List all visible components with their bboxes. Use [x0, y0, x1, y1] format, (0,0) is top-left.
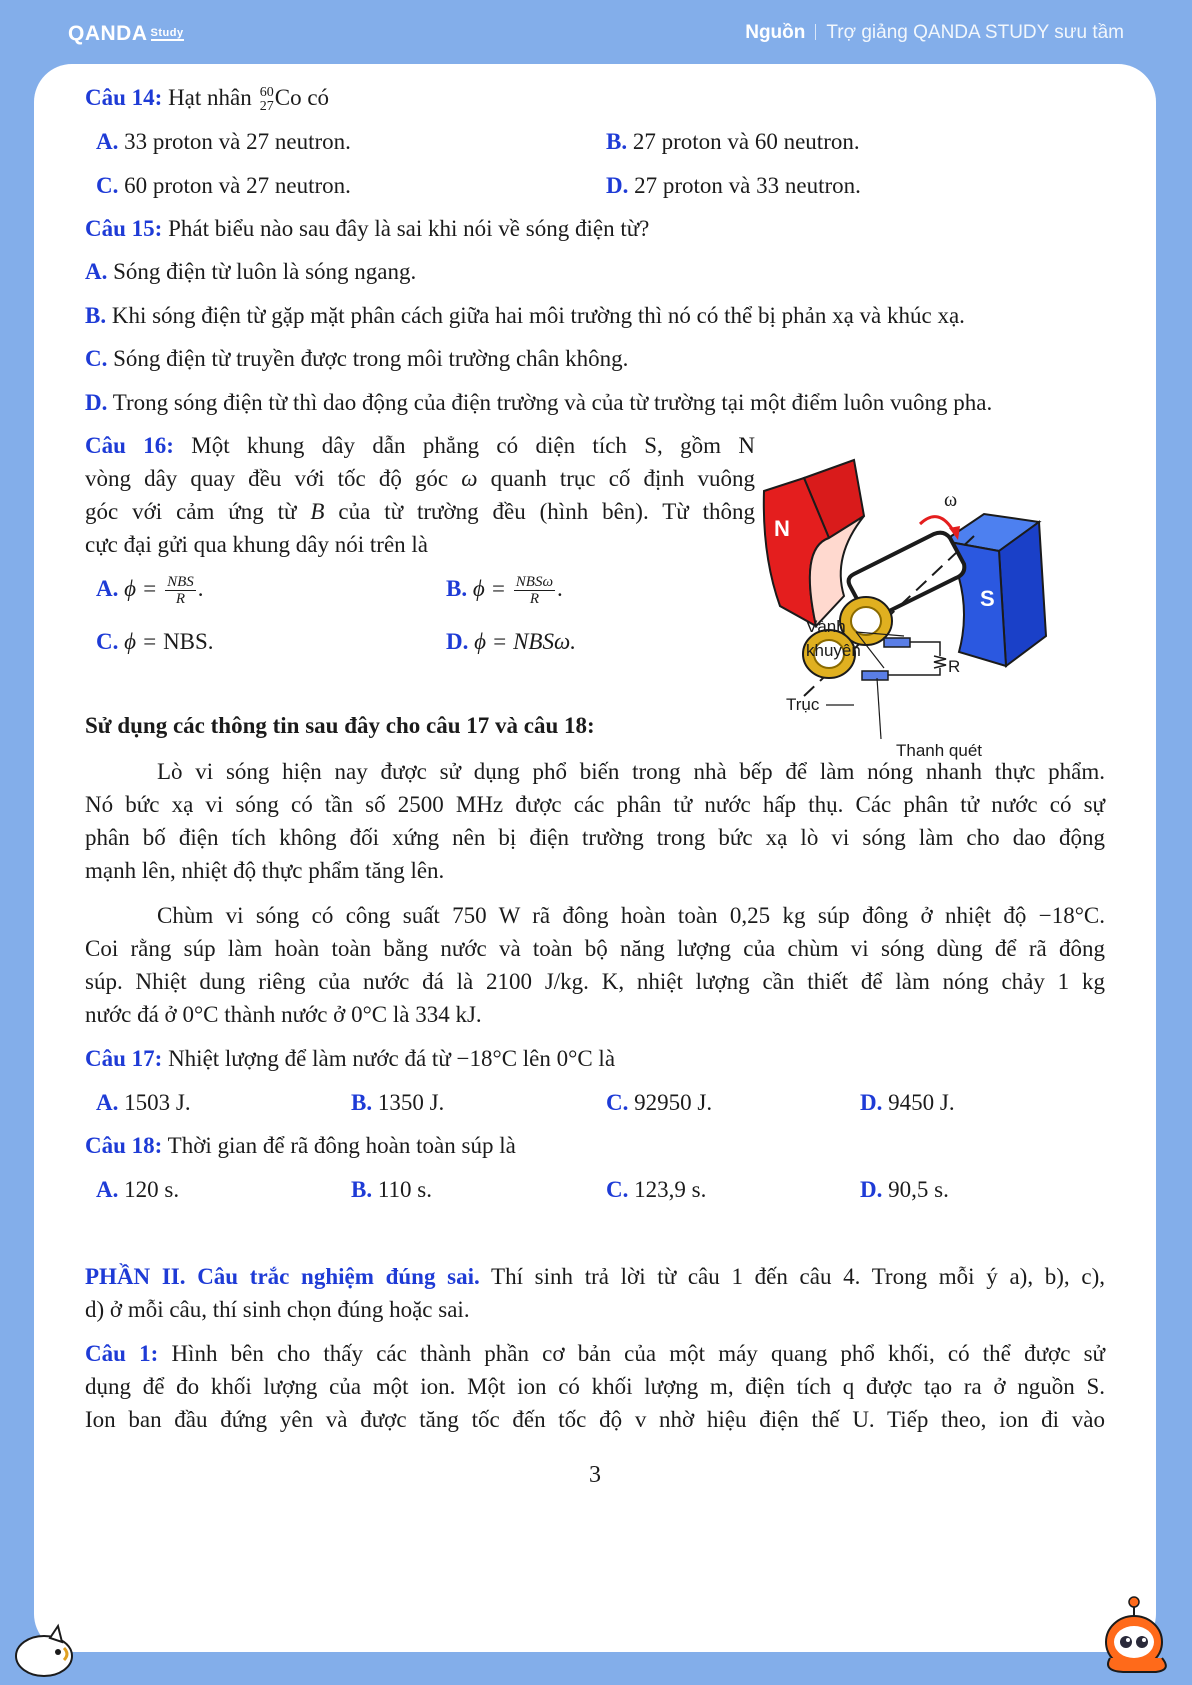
q15-option-d: D. Trong sóng điện từ thì dao động của điện trường và của từ trường tại một điểm luôn vuông pha.: [85, 390, 993, 415]
p1-line-1: Lò vi sóng hiện nay được sử dụng phổ biến trong nhà bếp để làm nóng nhanh thực phẩm.: [157, 759, 1105, 784]
svg-text:N: N: [774, 516, 790, 541]
rotation-arrow-icon: [920, 517, 954, 532]
q16-option-b: B. ϕ = $\frac{\text{NBSω}}{R}$ .: [446, 574, 563, 608]
q16-line-3: góc với cảm ứng từ B của từ trường đều (hình bên). Từ thông: [85, 499, 756, 524]
q17-option-b: B. 1350 J.: [351, 1090, 445, 1115]
generator-figure: [744, 456, 1144, 776]
svg-text:S: S: [980, 586, 995, 611]
part2-line-1: PHẦN II. Câu trắc nghiệm đúng sai. Thí sinh trả lời từ câu 1 đến câu 4. Trong mỗi ý a), b), c),: [85, 1264, 1105, 1289]
q15-option-a: A. Sóng điện từ luôn là sóng ngang.: [85, 259, 417, 284]
magnet-n: [764, 460, 864, 626]
q17-option-c: C. 92950 J.: [606, 1090, 713, 1115]
q18-option-c: C. 123,9 s.: [606, 1177, 707, 1202]
p1-line-3: phân bố điện tích không đối xứng nên bị điện trường trong bức xạ lò vi sóng làm cho dao động: [85, 825, 1105, 850]
q15-option-c: C. Sóng điện từ truyền được trong môi trường chân không.: [85, 346, 629, 371]
q18-option-d: D. 90,5 s.: [860, 1177, 949, 1202]
isotope-notation: 60 27: [259, 84, 274, 114]
top-bar: [0, 0, 1192, 64]
q17-option-d: D. 9450 J.: [860, 1090, 955, 1115]
q14-option-a: A. 33 proton và 27 neutron.: [96, 129, 351, 154]
q18-option-a: A. 120 s.: [96, 1177, 180, 1202]
c1-line-1: Câu 1: Hình bên cho thấy các thành phần cơ bản của một máy quang phổ khối, có thể được sử: [85, 1341, 1106, 1366]
q14-option-d: D. 27 proton và 33 neutron.: [606, 173, 861, 198]
resistor-icon: [934, 656, 946, 668]
svg-text:Trục: Trục: [786, 695, 820, 714]
svg-text:R: R: [948, 657, 961, 676]
q16-option-c: C. ϕ = NBS.: [96, 629, 214, 654]
brush-2: [862, 671, 888, 680]
part2-line-2: d) ở mỗi câu, thí sinh chọn đúng hoặc sai.: [85, 1297, 470, 1322]
svg-text:Vành: Vành: [806, 617, 846, 636]
page-number: 3: [589, 1462, 601, 1488]
q17-option-a: A. 1503 J.: [96, 1090, 191, 1115]
q16-option-d: D. ϕ = NBSω.: [446, 629, 576, 654]
svg-text:khuyên: khuyên: [806, 641, 861, 660]
c1-line-3: Ion ban đầu đứng yên và được tăng tốc đến tốc độ v nhờ hiệu điện thế U. Tiếp theo, ion đi vào: [85, 1407, 1105, 1432]
robot-mascot-icon: [1096, 1596, 1176, 1680]
q17-stem: Câu 17: Nhiệt lượng để làm nước đá từ −18°C lên 0°C là: [85, 1046, 616, 1071]
magnet-s: [944, 514, 1046, 666]
page-sheet: [34, 64, 1156, 1652]
cat-mascot-icon: [14, 1620, 78, 1678]
p2-line-2: Coi rằng súp làm hoàn toàn bằng nước và toàn bộ năng lượng của chùm vi sóng dùng để rã đông: [85, 936, 1105, 961]
p1-line-2: Nó bức xạ vi sóng có tần số 2500 MHz được các phân tử nước hấp thụ. Các phân tử nước có sự: [85, 792, 1105, 817]
q14-option-c: C. 60 proton và 27 neutron.: [96, 173, 351, 198]
svg-text:Thanh quét: Thanh quét: [896, 741, 983, 760]
source-note: Nguồn Trợ giảng QANDA STUDY sưu tầm: [745, 22, 1124, 43]
p2-line-1: Chùm vi sóng có công suất 750 W rã đông hoàn toàn 0,25 kg súp đông ở nhiệt độ −18°C.: [157, 903, 1105, 928]
c1-line-2: dụng để đo khối lượng của một ion. Một ion có khối lượng m, điện tích q được tạo ra ở nguồn S.: [85, 1374, 1105, 1399]
p2-line-4: nước đá ở 0°C thành nước ở 0°C là 334 kJ.: [85, 1002, 482, 1027]
q16-line-2: vòng dây quay đều với tốc độ góc ω quanh trục cố định vuông: [85, 466, 755, 491]
q18-option-b: B. 110 s.: [351, 1177, 432, 1202]
q14-option-b: B. 27 proton và 60 neutron.: [606, 129, 860, 154]
q18-stem: Câu 18: Thời gian để rã đông hoàn toàn súp là: [85, 1133, 516, 1158]
p1-line-4: mạnh lên, nhiệt độ thực phẩm tăng lên.: [85, 858, 445, 883]
q14-stem: Câu 14: Hạt nhân 60 27 Co có: [85, 84, 330, 114]
q16-option-a: A. ϕ = $\frac{\text{NBS}}{R}$ .: [96, 574, 204, 608]
brush-1: [884, 638, 910, 647]
shared-heading: Sử dụng các thông tin sau đây cho câu 17 và câu 18:: [85, 713, 595, 738]
p2-line-3: súp. Nhiệt dung riêng của nước đá là 2100 J/kg. K, nhiệt lượng cần thiết để làm nóng chảy 1 kg: [85, 969, 1105, 994]
q16-line-1: Câu 16: Một khung dây dẫn phẳng có diện tích S, gồm N: [85, 433, 755, 458]
q15-option-b: B. Khi sóng điện từ gặp mặt phân cách giữa hai môi trường thì nó có thể bị phản xạ và khúc xạ.: [85, 303, 965, 328]
q16-line-4: cực đại gửi qua khung dây nói trên là: [85, 532, 429, 557]
svg-text:ω: ω: [944, 489, 958, 511]
q15-stem: Câu 15: Phát biểu nào sau đây là sai khi nói về sóng điện từ?: [85, 216, 650, 241]
qanda-logo: QANDA Study: [68, 22, 184, 45]
